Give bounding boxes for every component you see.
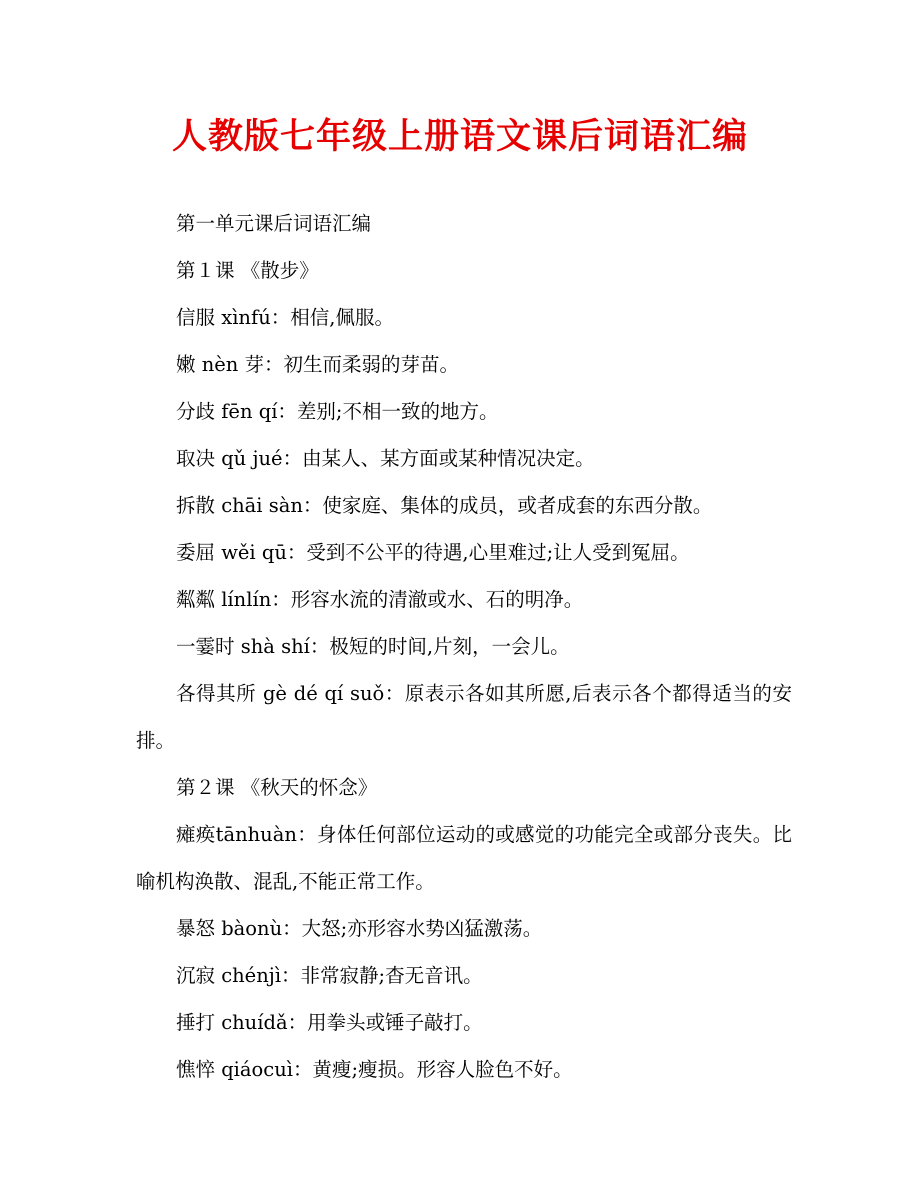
document-body: [136, 200, 792, 1093]
vocab-entry: 取决 qǔ jué：由某人、某方面或某种情况决定。: [176, 447, 595, 470]
section-heading-unit-1: 第一单元课后词语汇编: [176, 212, 372, 235]
vocab-entry: 分歧 fēn qí：差别;不相一致的地方。: [176, 400, 499, 423]
vocab-entry: 暴怒 bàonù：大怒;亦形容水势凶猛激荡。: [176, 917, 543, 940]
document-title: 人教版七年级上册语文课后词语汇编: [171, 116, 748, 157]
vocab-entry: 粼粼 línlín：形容水流的清澈或水、石的明净。: [176, 588, 584, 611]
vocab-entry: 捶打 chuídǎ：用拳头或锤子敲打。: [176, 1011, 483, 1034]
vocab-entry: 委屈 wěi qū：受到不公平的待遇,心里难过;让人受到冤屈。: [176, 541, 690, 564]
vocab-entry: 信服 xìnfú：相信,佩服。: [176, 306, 394, 329]
vocab-entry: 憔悴 qiáocuì：黄瘦;瘦损。形容人脸色不好。: [176, 1058, 573, 1081]
vocab-entry: 嫩 nèn 芽：初生而柔弱的芽苗。: [176, 353, 460, 376]
vocab-entry: 各得其所 gè dé qí suǒ：原表示各如其所愿,后表示各个都得适当的安排。: [136, 682, 792, 752]
vocab-entry: 沉寂 chénjì：非常寂静;杳无音讯。: [176, 964, 483, 987]
lesson-heading-2: 第２课 《秋天的怀念》: [176, 776, 378, 799]
lesson-heading-1: 第１课 《散步》: [176, 259, 319, 282]
vocab-entry: 拆散 chāi sàn：使家庭、集体的成员，或者成套的东西分散。: [176, 494, 713, 517]
vocab-entry: 瘫痪tānhuàn：身体任何部位运动的或感觉的功能完全或部分丧失。比喻机构涣散、混乱,不能正常工作。: [136, 823, 792, 893]
vocab-entry: 一霎时 shà shí：极短的时间,片刻，一会儿。: [176, 635, 570, 658]
